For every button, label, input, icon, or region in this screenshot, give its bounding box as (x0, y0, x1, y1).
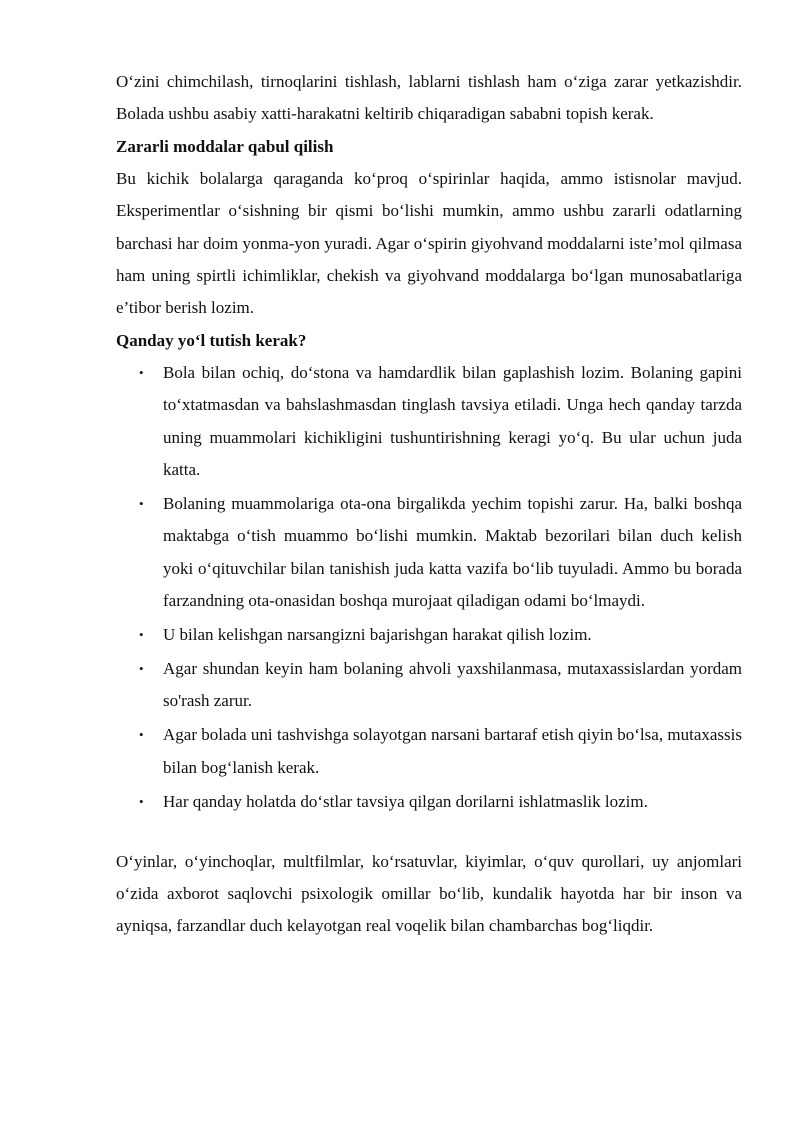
list-item (139, 653, 742, 718)
list-item (139, 786, 742, 818)
list-item-text: Agar shundan keyin ham bolaning ahvoli yaxshilanmasa, mutaxassislardan yordam so'rash zarur. (163, 659, 742, 711)
bullet-icon: • (139, 661, 144, 676)
section-heading-substances: Zararli moddalar qabul qilish (116, 136, 334, 156)
closing-paragraph: O‘yinlar, o‘yinchoqlar, multfilmlar, ko‘rsatuvlar, kiyimlar, o‘quv qurollari, uy anjomlari o‘zida axborot saqlovchi psixologik omillar bo‘lib, kundalik hayotda har bir inson va ayniqsa, farzandlar duch kelayotgan real voqelik bilan chambarchas bog‘liqdir. (116, 851, 742, 936)
bullet-icon: • (139, 793, 144, 809)
section-heading-behavior: Qanday yo‘l tutish kerak? (116, 330, 307, 350)
advice-list (116, 357, 742, 818)
list-item (139, 719, 742, 784)
bullet-icon: • (139, 364, 144, 380)
list-item-text: Bolaning muammolariga ota-ona birgalikda yechim topishi zarur. Ha, balki boshqa maktabga o‘tish muammo bo‘lishi mumkin. Maktab bezorilari bilan duch kelish yoki o‘qituvchilar bilan tanishish juda katta vazifa bo‘lib tuyuladi. Ammo bu borada farzandning ota-onasidan boshqa murojaat qiladigan odami bo‘lmaydi. (163, 493, 742, 611)
list-item (139, 357, 742, 487)
substances-paragraph: Bu kichik bolalarga qaraganda ko‘proq o‘spirinlar haqida, ammo istisnolar mavjud. Eksperimentlar o‘sishning bir qismi bo‘lishi mumkin, ammo ushbu zararli odatlarning barchasi har doim yonma-yon yuradi. Agar o‘spirin giyohvand moddalarni iste’mol qilmasa ham uning spirtli ichimliklar, chekish va giyohvand moddalarga bo‘lgan munosabatlariga e’tibor berish lozim. (116, 168, 742, 318)
list-item (139, 619, 742, 651)
list-item (139, 488, 742, 618)
bullet-icon: • (139, 727, 144, 743)
bullet-icon: • (139, 495, 144, 511)
bullet-icon: • (139, 627, 144, 643)
list-item-text: Bola bilan ochiq, do‘stona va hamdardlik bilan gaplashish lozim. Bolaning gapini to‘xtatmasdan va bahslashmasdan tinglash tavsiya etiladi. Unga hech qanday tarzda uning muammolari kichikligini tushuntirishning keragi yo‘q. Bu ular uchun juda katta. (163, 362, 742, 480)
list-item-text: U bilan kelishgan narsangizni bajarishgan harakat qilish lozim. (163, 625, 592, 645)
list-item-text: Agar bolada uni tashvishga solayotgan narsani bartaraf etish qiyin bo‘lsa, mutaxassis bilan bog‘lanish kerak. (163, 725, 742, 777)
document-page (116, 66, 742, 943)
paragraph-spacer (116, 820, 742, 846)
list-item-text: Har qanday holatda do‘stlar tavsiya qilgan dorilarni ishlatmaslik lozim. (163, 791, 648, 811)
intro-paragraph: O‘zini chimchilash, tirnoqlarini tishlash, lablarni tishlash ham o‘ziga zarar yetkazishdir. Bolada ushbu asabiy xatti-harakatni keltirib chiqaradigan sababni topish kerak. (116, 72, 742, 124)
